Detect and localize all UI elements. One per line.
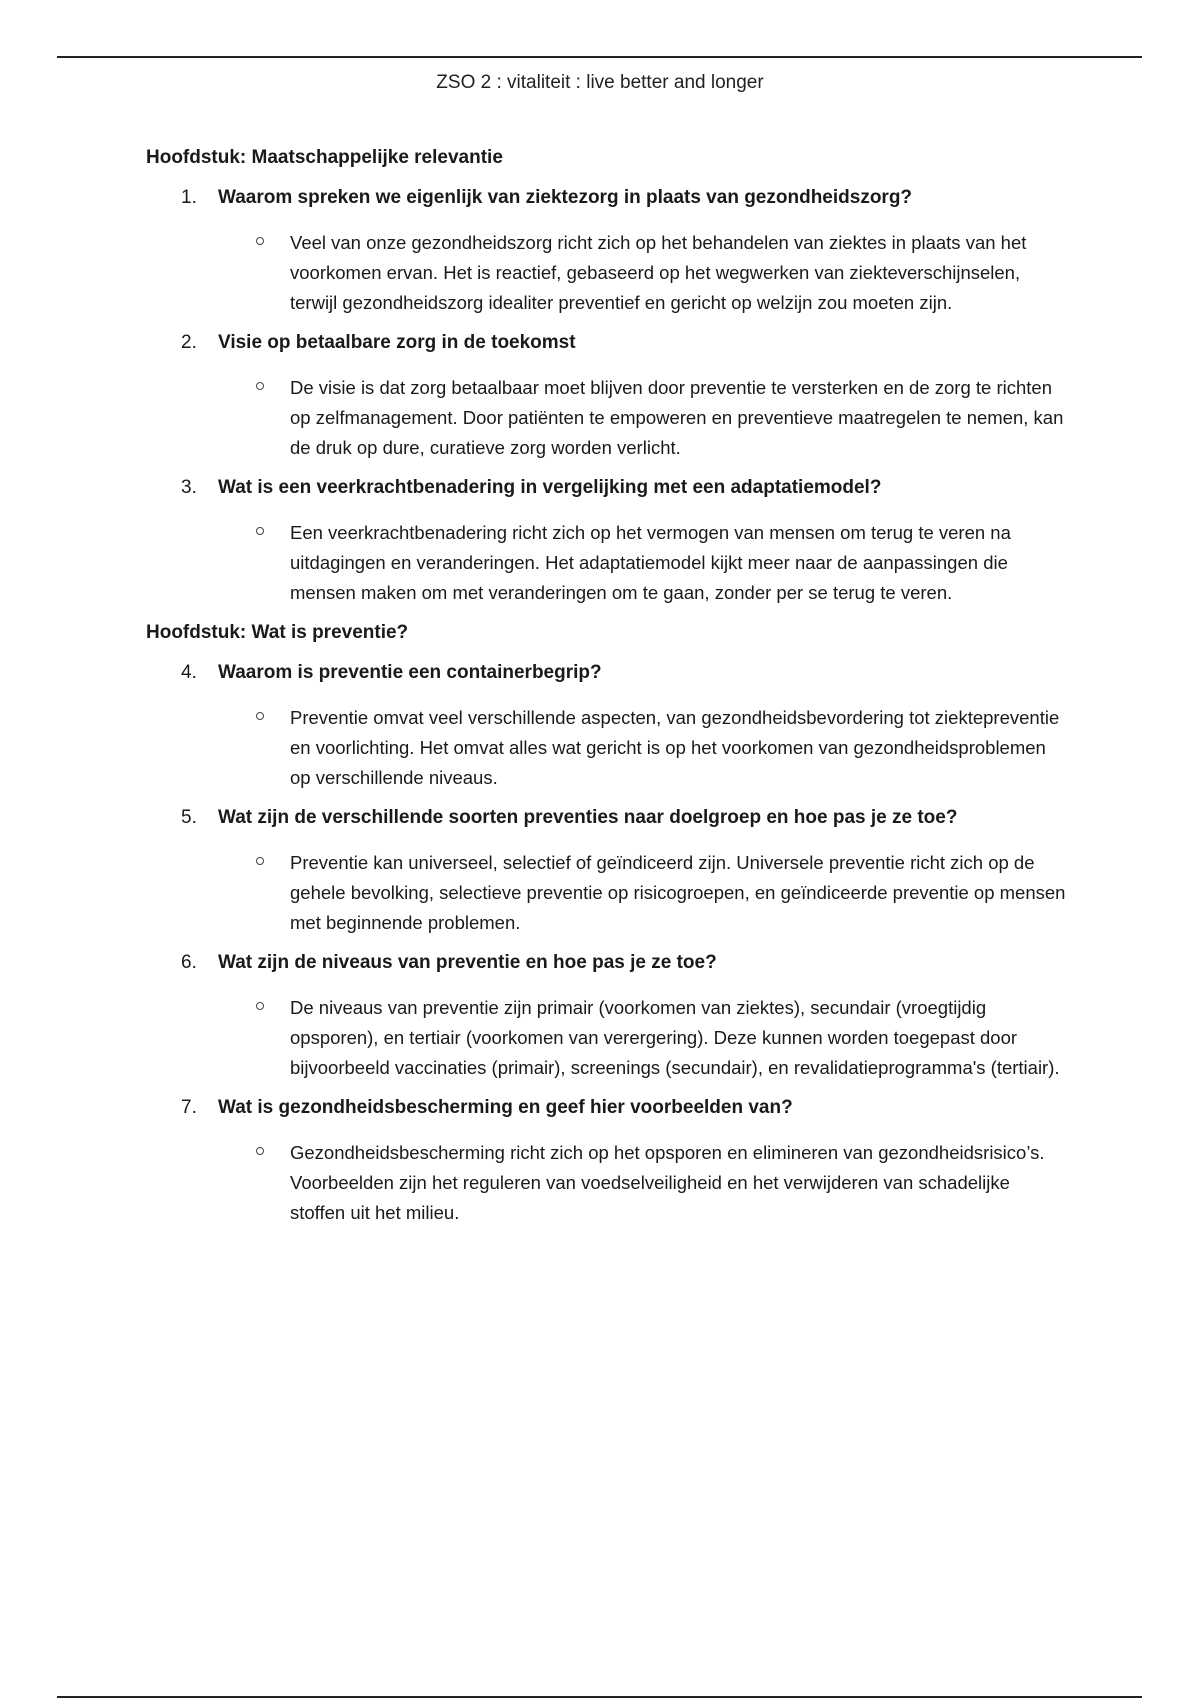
circle-bullet-icon [256, 1002, 264, 1010]
question-number: 6. [181, 952, 197, 973]
question-text: Wat is een veerkrachtbenadering in vergelijking met een adaptatiemodel? [218, 477, 882, 498]
question-item [146, 661, 1066, 793]
answer-body: Veel van onze gezondheidszorg richt zich op het behandelen van ziektes in plaats van het voorkomen ervan. Het is reactief, gebaseerd op het wegwerken van ziekteverschijnselen, terwijl gezondheidszorg idealiter preventief en gericht op welzijn zou moeten zijn. [290, 232, 1027, 313]
question-heading [146, 806, 1066, 830]
answer-body: De niveaus van preventie zijn primair (voorkomen van ziektes), secundair (vroegtijdig opsporen), en tertiair (voorkomen van verergering). Deze kunnen worden toegepast door bijvoorbeeld vaccinaties (primair), screenings (secundair), en revalidatieprogramma's (tertiair). [290, 997, 1060, 1078]
circle-bullet-icon [256, 237, 264, 245]
answer-text [146, 518, 1070, 608]
answer-body: Een veerkrachtbenadering richt zich op het vermogen van mensen om terug te veren na uitdagingen en veranderingen. Het adaptatiemodel kijkt meer naar de aanpassingen die mensen maken om met veranderingen om te gaan, zonder per se terug te veren. [290, 522, 1011, 603]
answer-body: Preventie kan universeel, selectief of geïndiceerd zijn. Universele preventie richt zich op de gehele bevolking, selectieve preventie op risicogroepen, en geïndiceerde preventie op mensen met beginnende problemen. [290, 852, 1066, 933]
question-text: Wat is gezondheidsbescherming en geef hier voorbeelden van? [218, 1097, 793, 1118]
question-number: 4. [181, 662, 197, 683]
answer-body: Gezondheidsbescherming richt zich op het opsporen en elimineren van gezondheidsrisico’s. Voorbeelden zijn het reguleren van voedselveiligheid en het verwijderen van schadelijke stoffen uit het milieu. [290, 1142, 1045, 1223]
answer-body: De visie is dat zorg betaalbaar moet blijven door preventie te versterken en de zorg te richten op zelfmanagement. Door patiënten te empoweren en preventieve maatregelen te nemen, kan de druk op dure, curatieve zorg worden verlicht. [290, 377, 1064, 458]
question-text: Visie op betaalbare zorg in de toekomst [218, 332, 576, 353]
question-text: Wat zijn de verschillende soorten preventies naar doelgroep en hoe pas je ze toe? [218, 807, 958, 828]
question-number: 7. [181, 1097, 197, 1118]
question-item [146, 951, 1066, 1083]
question-number: 5. [181, 807, 197, 828]
answer-text [146, 228, 1070, 318]
footer-rule [57, 1696, 1142, 1698]
question-item [146, 186, 1066, 318]
answer-text [146, 373, 1070, 463]
circle-bullet-icon [256, 857, 264, 865]
question-heading [146, 661, 1066, 685]
question-heading [146, 331, 1066, 355]
question-number: 3. [181, 477, 197, 498]
answer-text [146, 703, 1070, 793]
question-number: 1. [181, 187, 197, 208]
question-text: Waarom is preventie een containerbegrip? [218, 662, 602, 683]
answer-text [146, 1138, 1070, 1228]
circle-bullet-icon [256, 712, 264, 720]
question-heading [146, 1096, 1066, 1120]
question-heading [146, 476, 1066, 500]
chapter-heading: Hoofdstuk: Wat is preventie? [146, 622, 409, 643]
answer-body: Preventie omvat veel verschillende aspecten, van gezondheidsbevordering tot ziektepreventie en voorlichting. Het omvat alles wat gericht is op het voorkomen van gezondheidsproblemen op verschillende niveaus. [290, 707, 1060, 788]
circle-bullet-icon [256, 382, 264, 390]
page-title: ZSO 2 : vitaliteit : live better and longer [436, 72, 764, 93]
question-item [146, 331, 1066, 463]
document-body [146, 146, 1066, 1241]
question-item [146, 1096, 1066, 1228]
question-heading [146, 186, 1066, 210]
question-heading [146, 951, 1066, 975]
header-rule [57, 56, 1142, 58]
circle-bullet-icon [256, 527, 264, 535]
chapter-heading: Hoofdstuk: Maatschappelijke relevantie [146, 147, 503, 168]
answer-text [146, 848, 1070, 938]
question-item [146, 476, 1066, 608]
circle-bullet-icon [256, 1147, 264, 1155]
question-text: Wat zijn de niveaus van preventie en hoe pas je ze toe? [218, 952, 717, 973]
question-number: 2. [181, 332, 197, 353]
answer-text [146, 993, 1070, 1083]
question-text: Waarom spreken we eigenlijk van ziektezorg in plaats van gezondheidszorg? [218, 187, 913, 208]
question-item [146, 806, 1066, 938]
